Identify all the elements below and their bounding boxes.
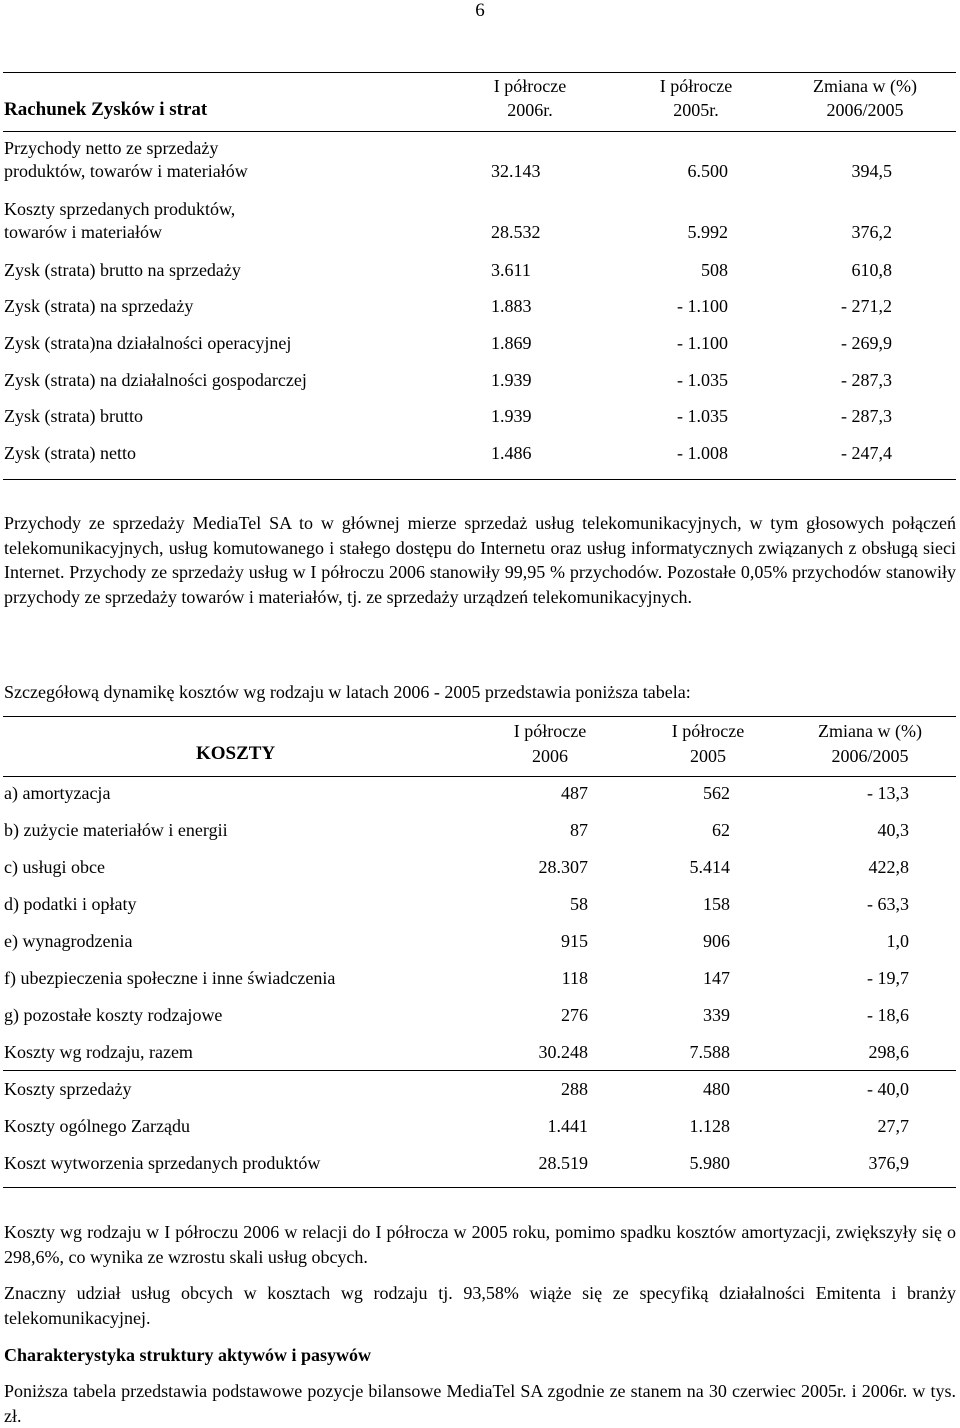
value-2006: 28.532 (491, 222, 541, 242)
value-2005: - 1.035 (677, 370, 728, 390)
value-2006: 1.939 (491, 406, 532, 426)
value-2005: - 1.035 (677, 406, 728, 426)
value-change: 376,2 (851, 222, 892, 242)
table-row (0, 929, 960, 953)
table-top-rule (3, 716, 956, 717)
value-2005: 339 (703, 1005, 730, 1025)
value-2006: 118 (561, 968, 588, 988)
value-2006: 1.486 (491, 443, 532, 463)
table-row (0, 855, 960, 879)
value-change: - 63,3 (867, 894, 909, 914)
value-2006: 28.519 (538, 1153, 588, 1173)
table-bottom-rule (3, 479, 956, 480)
paragraph-costs-growth: Koszty wg rodzaju w I półroczu 2006 w relacji do I półrocza w 2005 roku, pomimo spadku kosztów amortyzacji, zwiększyły się o 298,6%, co wynika ze wzrostu skali usług obcych. (4, 1222, 956, 1267)
row-label: e) wynagrodzenia (4, 931, 133, 951)
value-2006: 1.883 (491, 296, 532, 316)
value-change: 1,0 (886, 931, 909, 951)
costs-intro: Szczegółową dynamikę kosztów wg rodzaju w latach 2006 - 2005 przedstawia poniższa tabela: (4, 682, 691, 702)
value-change: 40,3 (877, 820, 909, 840)
row-label: b) zużycie materiałów i energii (4, 820, 228, 840)
value-change: - 269,9 (841, 333, 892, 353)
row-label: Zysk (strata) netto (4, 443, 136, 463)
paragraph-external-services: Znaczny udział usług obcych w kosztach wg rodzaju tj. 93,58% wiąże się ze specyfiką działalności Emitenta i branży telekomunikacyjnej. (4, 1283, 956, 1328)
income-table-title: Rachunek Zysków i strat (4, 99, 208, 120)
paragraph-revenue: Przychody ze sprzedaży MediaTel SA to w głównej mierze sprzedaż usług telekomunikacyjnych, w tym głosowych połączeń telekomunikacyjnych, usług komutowanego i stałego dostępu do Internetu oraz usług informatycznych związanych z obsługą sieci Internet. Przychody ze sprzedaży usług w I półroczu 2006 stanowiły 99,95 % przychodów. Pozostałe 0,05% przychodów stanowiły przychody ze sprzedaży towarów i materiałów, tj. ze sprzedaży urządzeń telekomunikacyjnych. (4, 513, 956, 607)
table-header-rule (3, 776, 956, 777)
table-row (0, 1114, 960, 1138)
value-2005: 158 (703, 894, 730, 914)
value-2005: 7.588 (689, 1042, 730, 1062)
section-heading: Charakterystyka struktury aktywów i pasywów (4, 1345, 372, 1365)
value-2006: 28.307 (538, 857, 588, 877)
table-row (0, 368, 960, 392)
value-2006: 1.869 (491, 333, 532, 353)
value-2006: 30.248 (538, 1042, 588, 1062)
value-2006: 276 (561, 1005, 588, 1025)
value-2005: 147 (703, 968, 730, 988)
row-label: f) ubezpieczenia społeczne i inne świadczenia (4, 968, 336, 988)
page-number: 6 (475, 0, 485, 21)
row-label: Przychody netto ze sprzedaży produktów, towarów i materiałów (4, 138, 248, 181)
value-change: - 40,0 (867, 1079, 909, 1099)
row-label: Zysk (strata) na sprzedaży (4, 296, 194, 316)
table-row-rule (3, 1070, 956, 1071)
paragraph-balance-intro: Poniższa tabela przedstawia podstawowe pozycje bilansowe MediaTel SA zgodnie ze stanem na 30 czerwiec 2005r. i 2006r. w tys. zł. (4, 1381, 956, 1426)
row-label: c) usługi obce (4, 857, 105, 877)
value-change: 27,7 (877, 1116, 909, 1136)
value-change: - 287,3 (841, 370, 892, 390)
row-label: Koszty sprzedanych produktów, towarów i materiałów (4, 199, 236, 242)
value-2005: 480 (703, 1079, 730, 1099)
value-2006: 1.441 (547, 1116, 588, 1136)
table-bottom-rule (3, 1187, 956, 1188)
table-row (0, 258, 960, 282)
table-row (0, 197, 960, 244)
value-change: - 18,6 (867, 1005, 909, 1025)
row-label: Zysk (strata) brutto na sprzedaży (4, 260, 241, 280)
costs-table-title: KOSZTY (196, 743, 276, 764)
value-change: 422,8 (868, 857, 909, 877)
table-row (0, 1151, 960, 1175)
row-label: Koszty wg rodzaju, razem (4, 1042, 193, 1062)
row-label: Koszty sprzedaży (4, 1079, 132, 1099)
table-row (0, 331, 960, 355)
value-2005: - 1.100 (677, 333, 728, 353)
table-row (0, 441, 960, 465)
column-header-h1-2006: I półrocze 2006 (513, 721, 587, 766)
value-change: - 247,4 (841, 443, 892, 463)
income-table-header (0, 74, 960, 124)
value-2006: 3.611 (491, 260, 531, 280)
row-label: g) pozostałe koszty rodzajowe (4, 1005, 223, 1025)
value-2005: 906 (703, 931, 730, 951)
value-2005: 508 (701, 260, 728, 280)
value-2005: - 1.008 (677, 443, 728, 463)
value-change: 298,6 (868, 1042, 909, 1062)
table-row (0, 966, 960, 990)
table-row (0, 818, 960, 842)
column-header-h1-2005: I półrocze 2005r. (659, 76, 733, 120)
value-2005: 5.414 (689, 857, 730, 877)
value-2006: 87 (570, 820, 588, 840)
table-header-rule (3, 131, 956, 132)
table-row (0, 294, 960, 318)
value-2005: - 1.100 (677, 296, 728, 316)
value-2005: 6.500 (687, 161, 728, 181)
value-2006: 58 (570, 894, 588, 914)
table-row (0, 781, 960, 805)
value-2005: 5.992 (687, 222, 728, 242)
value-2005: 562 (703, 783, 730, 803)
row-label: d) podatki i opłaty (4, 894, 137, 914)
value-change: - 271,2 (841, 296, 892, 316)
value-2006: 32.143 (491, 161, 541, 181)
table-row (0, 892, 960, 916)
value-2006: 1.939 (491, 370, 532, 390)
column-header-h1-2006: I półrocze 2006r. (493, 76, 567, 120)
value-2005: 1.128 (689, 1116, 730, 1136)
column-header-change: Zmiana w (%) 2006/2005 (813, 76, 917, 120)
value-2006: 915 (561, 931, 588, 951)
table-row (0, 404, 960, 428)
value-2005: 62 (712, 820, 730, 840)
row-label: Koszty ogólnego Zarządu (4, 1116, 190, 1136)
table-row (0, 1040, 960, 1064)
row-label: Zysk (strata) na działalności gospodarczej (4, 370, 307, 390)
value-change: 376,9 (868, 1153, 909, 1173)
value-change: - 287,3 (841, 406, 892, 426)
value-change: - 13,3 (867, 783, 909, 803)
value-2006: 288 (561, 1079, 588, 1099)
value-2006: 487 (561, 783, 588, 803)
row-label: Koszt wytworzenia sprzedanych produktów (4, 1153, 321, 1173)
value-change: 394,5 (851, 161, 892, 181)
column-header-h1-2005: I półrocze 2005 (671, 721, 745, 766)
table-row (0, 136, 960, 183)
row-label: Zysk (strata) brutto (4, 406, 143, 426)
table-top-rule (3, 72, 956, 73)
table-row (0, 1003, 960, 1027)
column-header-change: Zmiana w (%) 2006/2005 (818, 721, 922, 766)
value-change: 610,8 (851, 260, 892, 280)
value-2005: 5.980 (689, 1153, 730, 1173)
table-row (0, 1077, 960, 1101)
value-change: - 19,7 (867, 968, 909, 988)
row-label: a) amortyzacja (4, 783, 111, 803)
row-label: Zysk (strata)na działalności operacyjnej (4, 333, 292, 353)
